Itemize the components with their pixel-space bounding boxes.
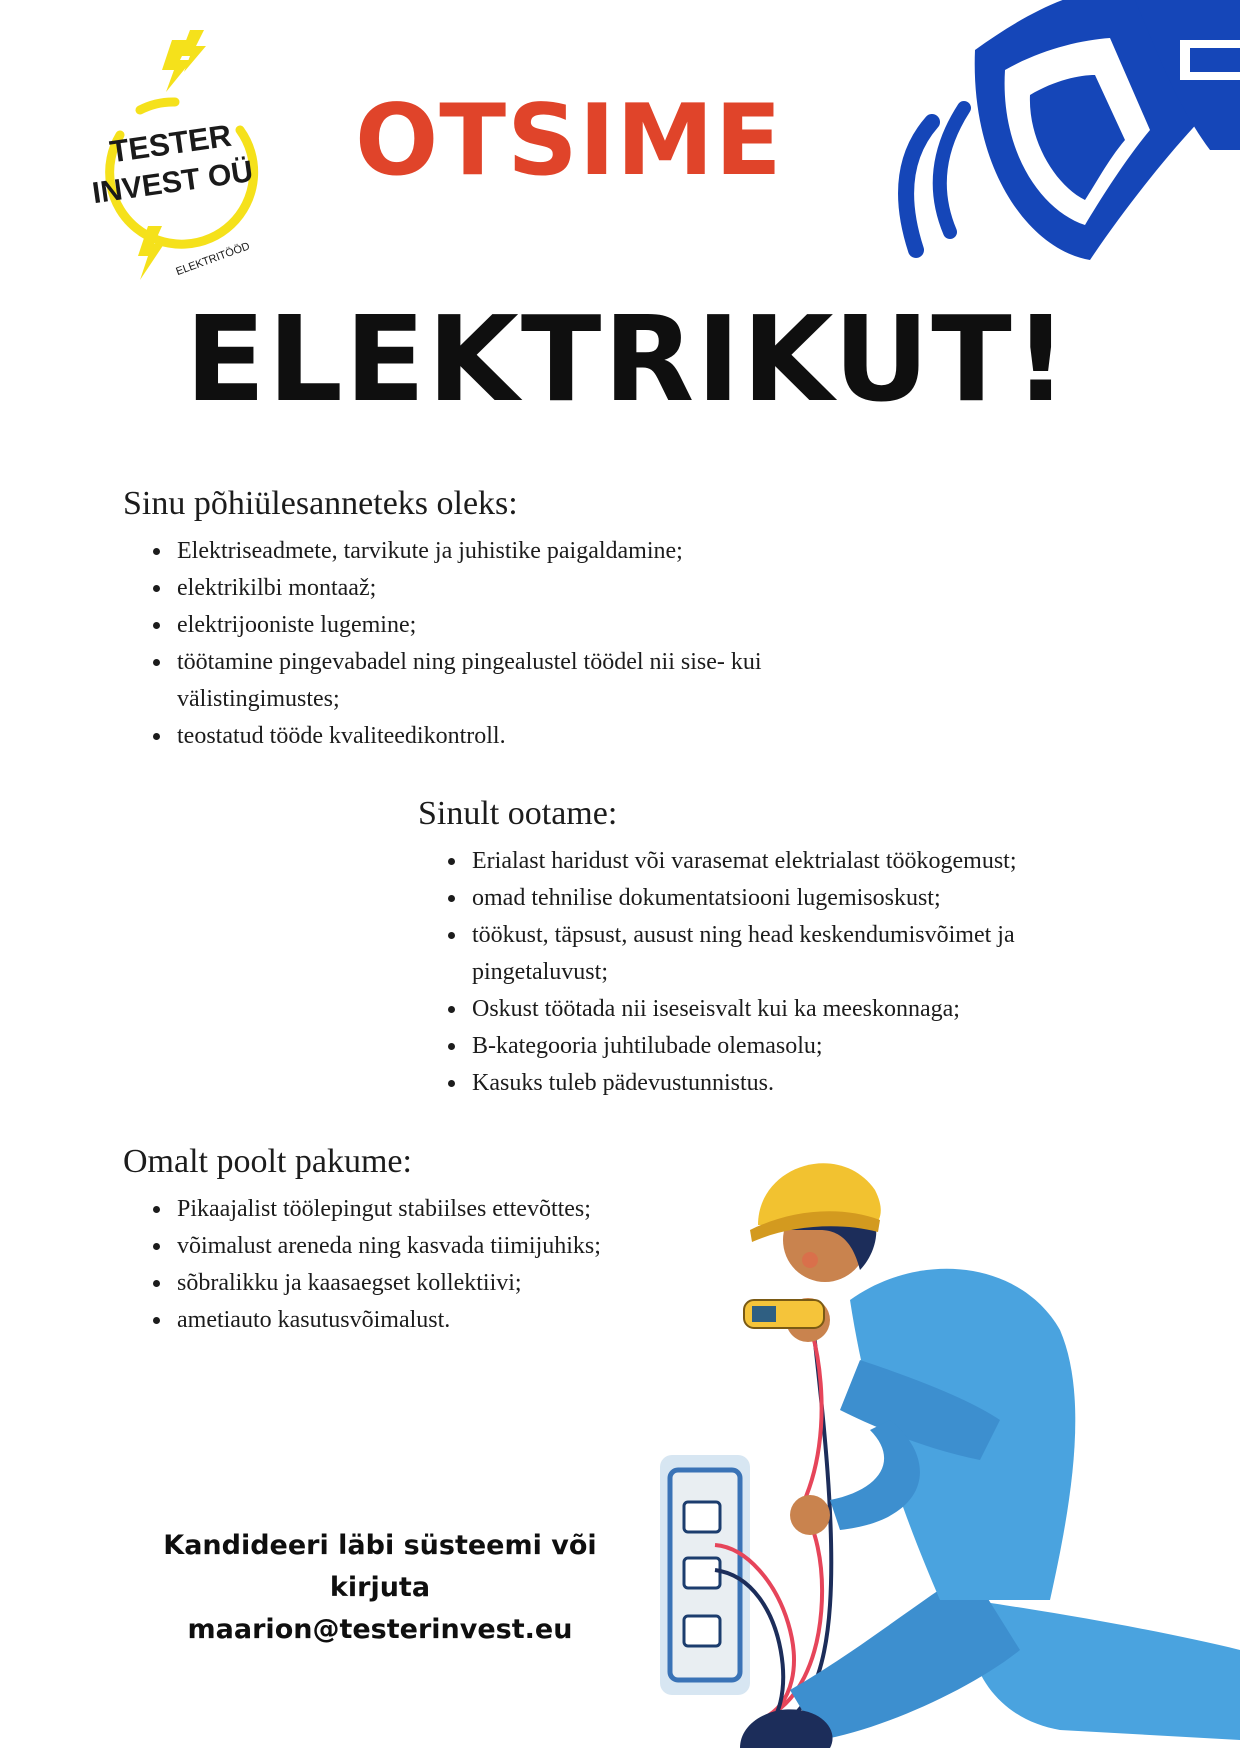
list-item: • võimalust areneda ning kasvada tiimijuhiks; [173, 1228, 783, 1265]
call-to-action [110, 1525, 650, 1651]
megaphone-icon [880, 0, 1240, 320]
list-item: • Oskust töötada nii iseseisvalt kui ka meeskonnaga; [468, 991, 1138, 1028]
list-item: • Elektriseadmete, tarvikute ja juhistike paigaldamine; [173, 533, 903, 570]
list-item: • elektrikilbi montaaž; [173, 570, 903, 607]
list-item: • elektrijooniste lugemine; [173, 607, 903, 644]
list-item: • B-kategooria juhtilubade olemasolu; [468, 1028, 1138, 1065]
section-title-tasks: Sinu põhiülesanneteks oleks: [123, 485, 518, 522]
contact-email[interactable]: maarion@testerinvest.eu [187, 1614, 573, 1645]
section-title-requirements: Sinult ootame: [418, 795, 618, 832]
list-item: • teostatud tööde kvaliteedikontroll. [173, 718, 903, 755]
logo-text-line2: INVEST OÜ [90, 155, 256, 211]
cta-text: Kandideeri läbi süsteemi või kirjuta [163, 1530, 597, 1603]
list-item: • sõbralikku ja kaasaegset kollektiivi; [173, 1265, 783, 1302]
electrician-illustration [640, 1130, 1240, 1748]
list-item: • Kasuks tuleb pädevustunnistus. [468, 1065, 1138, 1102]
list-item: • Erialast haridust või varasemat elektrialast töökogemust; [468, 843, 1138, 880]
logo-tagline: ELEKTRITÖÖD [174, 240, 252, 279]
headline-otsime: OTSIME [355, 84, 783, 198]
tasks-list [123, 533, 903, 755]
list-item: • töötamine pingevabadel ning pingealustel töödel nii sise- kui välistingimustes; [173, 644, 837, 718]
company-logo [80, 30, 260, 290]
list-item: • töökust, täpsust, ausust ning head keskendumisvõimet ja pingetaluvust; [468, 917, 1122, 991]
list-item: • omad tehnilise dokumentatsiooni lugemisoskust; [468, 880, 1138, 917]
section-title-offer: Omalt poolt pakume: [123, 1143, 412, 1180]
logo-text-line1: TESTER [107, 117, 234, 170]
headline-elektrikut: ELEKTRIKUT! [185, 290, 1070, 428]
list-item: • ametiauto kasutusvõimalust. [173, 1302, 783, 1339]
section-requirements [418, 795, 1138, 1102]
section-tasks [123, 485, 903, 755]
list-item: • Pikaajalist töölepingut stabiilses ettevõttes; [173, 1191, 783, 1228]
requirements-list [418, 843, 1138, 1102]
multimeter-icon [744, 1300, 824, 1328]
